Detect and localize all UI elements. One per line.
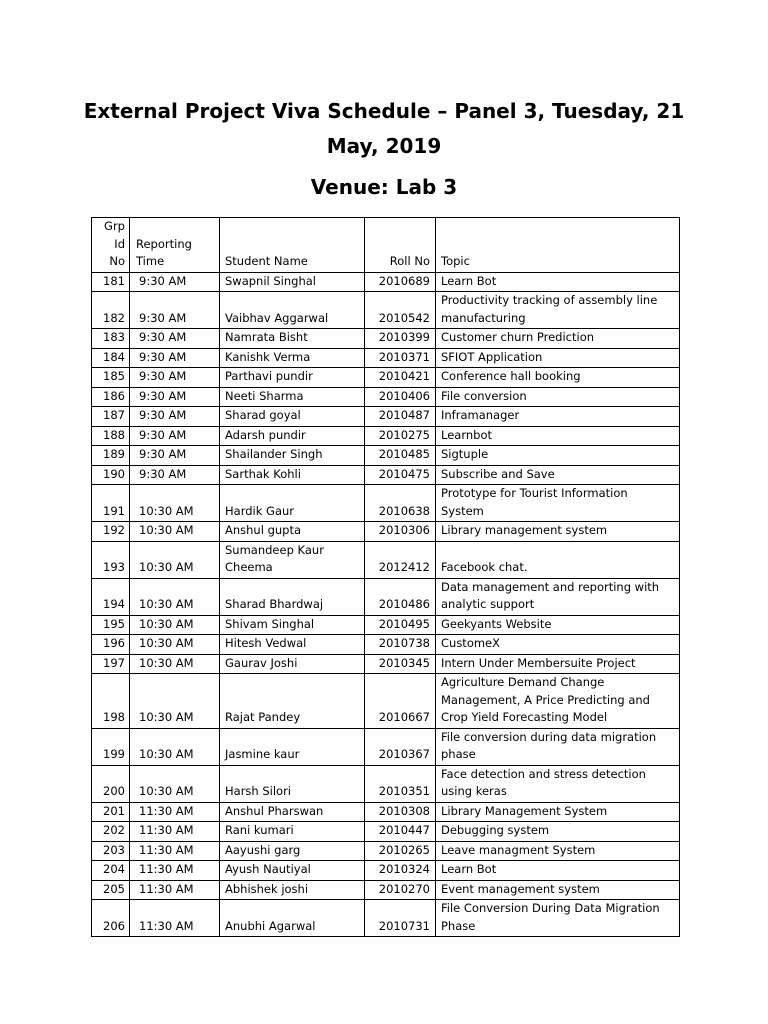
topic-cell: Productivity tracking of assembly line manufacturing bbox=[436, 292, 680, 329]
reporting-time-cell: 10:30 AM bbox=[130, 635, 220, 655]
table-row bbox=[92, 674, 680, 729]
reporting-time-cell: 11:30 AM bbox=[130, 900, 220, 937]
table-row bbox=[92, 368, 680, 388]
grp-id-cell: 191 bbox=[92, 485, 130, 522]
student-name-cell: Parthavi pundir bbox=[220, 368, 365, 388]
grp-id-cell: 185 bbox=[92, 368, 130, 388]
table-row bbox=[92, 272, 680, 292]
header-roll-no: Roll No bbox=[365, 218, 436, 273]
topic-cell: Debugging system bbox=[436, 822, 680, 842]
student-name-cell: Gaurav Joshi bbox=[220, 654, 365, 674]
reporting-time-cell: 9:30 AM bbox=[130, 465, 220, 485]
topic-cell: Learn Bot bbox=[436, 861, 680, 881]
student-name-cell: Abhishek joshi bbox=[220, 880, 365, 900]
topic-cell: Learnbot bbox=[436, 426, 680, 446]
student-name-cell: Ayush Nautiyal bbox=[220, 861, 365, 881]
student-name-cell: Sharad Bhardwaj bbox=[220, 578, 365, 615]
reporting-time-cell: 10:30 AM bbox=[130, 674, 220, 729]
roll-no-cell: 2010351 bbox=[365, 765, 436, 802]
student-name-cell: Kanishk Verma bbox=[220, 348, 365, 368]
header-student-name: Student Name bbox=[220, 218, 365, 273]
roll-no-cell: 2010495 bbox=[365, 615, 436, 635]
roll-no-cell: 2010371 bbox=[365, 348, 436, 368]
topic-cell: Prototype for Tourist Information System bbox=[436, 485, 680, 522]
roll-no-cell: 2010275 bbox=[365, 426, 436, 446]
topic-cell: File Conversion During Data Migration Phase bbox=[436, 900, 680, 937]
topic-cell: Face detection and stress detection using keras bbox=[436, 765, 680, 802]
header-reporting-time: Reporting Time bbox=[130, 218, 220, 273]
student-name-cell: Aayushi garg bbox=[220, 841, 365, 861]
reporting-time-cell: 9:30 AM bbox=[130, 426, 220, 446]
student-name-cell: Harsh Silori bbox=[220, 765, 365, 802]
roll-no-cell: 2010689 bbox=[365, 272, 436, 292]
table-row bbox=[92, 541, 680, 578]
grp-id-cell: 196 bbox=[92, 635, 130, 655]
grp-id-cell: 190 bbox=[92, 465, 130, 485]
roll-no-cell: 2010406 bbox=[365, 387, 436, 407]
reporting-time-cell: 11:30 AM bbox=[130, 802, 220, 822]
student-name-cell: Neeti Sharma bbox=[220, 387, 365, 407]
student-name-cell: Vaibhav Aggarwal bbox=[220, 292, 365, 329]
reporting-time-cell: 9:30 AM bbox=[130, 348, 220, 368]
table-row bbox=[92, 329, 680, 349]
grp-id-cell: 188 bbox=[92, 426, 130, 446]
grp-id-cell: 205 bbox=[92, 880, 130, 900]
table-body bbox=[92, 272, 680, 937]
grp-id-cell: 200 bbox=[92, 765, 130, 802]
venue-heading: Venue: Lab 3 bbox=[310, 175, 458, 199]
roll-no-cell: 2010421 bbox=[365, 368, 436, 388]
reporting-time-cell: 11:30 AM bbox=[130, 822, 220, 842]
student-name-cell: Rajat Pandey bbox=[220, 674, 365, 729]
grp-id-cell: 194 bbox=[92, 578, 130, 615]
reporting-time-cell: 9:30 AM bbox=[130, 329, 220, 349]
student-name-cell: Hardik Gaur bbox=[220, 485, 365, 522]
table-row bbox=[92, 728, 680, 765]
grp-id-cell: 195 bbox=[92, 615, 130, 635]
student-name-cell: Namrata Bisht bbox=[220, 329, 365, 349]
viva-schedule-table bbox=[91, 217, 680, 937]
topic-cell: Subscribe and Save bbox=[436, 465, 680, 485]
student-name-cell: Sharad goyal bbox=[220, 407, 365, 427]
reporting-time-cell: 9:30 AM bbox=[130, 272, 220, 292]
roll-no-cell: 2010306 bbox=[365, 522, 436, 542]
topic-cell: Data management and reporting with analytic support bbox=[436, 578, 680, 615]
roll-no-cell: 2010308 bbox=[365, 802, 436, 822]
roll-no-cell: 2010399 bbox=[365, 329, 436, 349]
reporting-time-cell: 10:30 AM bbox=[130, 485, 220, 522]
reporting-time-cell: 10:30 AM bbox=[130, 541, 220, 578]
topic-cell: Inframanager bbox=[436, 407, 680, 427]
table-row bbox=[92, 615, 680, 635]
roll-no-cell: 2010485 bbox=[365, 446, 436, 466]
grp-id-cell: 203 bbox=[92, 841, 130, 861]
table-row bbox=[92, 802, 680, 822]
table-row bbox=[92, 387, 680, 407]
reporting-time-cell: 10:30 AM bbox=[130, 654, 220, 674]
grp-id-cell: 197 bbox=[92, 654, 130, 674]
table-row bbox=[92, 465, 680, 485]
student-name-cell: Swapnil Singhal bbox=[220, 272, 365, 292]
reporting-time-cell: 10:30 AM bbox=[130, 728, 220, 765]
table-row bbox=[92, 654, 680, 674]
roll-no-cell: 2010324 bbox=[365, 861, 436, 881]
roll-no-cell: 2012412 bbox=[365, 541, 436, 578]
topic-cell: Event management system bbox=[436, 880, 680, 900]
table-row bbox=[92, 822, 680, 842]
student-name-cell: Shailander Singh bbox=[220, 446, 365, 466]
table-row bbox=[92, 292, 680, 329]
roll-no-cell: 2010486 bbox=[365, 578, 436, 615]
table-row bbox=[92, 765, 680, 802]
roll-no-cell: 2010738 bbox=[365, 635, 436, 655]
grp-id-cell: 206 bbox=[92, 900, 130, 937]
table-row bbox=[92, 348, 680, 368]
topic-cell: Sigtuple bbox=[436, 446, 680, 466]
roll-no-cell: 2010542 bbox=[365, 292, 436, 329]
student-name-cell: Anshul Pharswan bbox=[220, 802, 365, 822]
grp-id-cell: 202 bbox=[92, 822, 130, 842]
topic-cell: Library management system bbox=[436, 522, 680, 542]
table-row bbox=[92, 426, 680, 446]
student-name-cell: Anshul gupta bbox=[220, 522, 365, 542]
grp-id-cell: 201 bbox=[92, 802, 130, 822]
reporting-time-cell: 10:30 AM bbox=[130, 765, 220, 802]
reporting-time-cell: 9:30 AM bbox=[130, 446, 220, 466]
student-name-cell: Rani kumari bbox=[220, 822, 365, 842]
table-row bbox=[92, 841, 680, 861]
topic-cell: Intern Under Membersuite Project bbox=[436, 654, 680, 674]
reporting-time-cell: 9:30 AM bbox=[130, 387, 220, 407]
student-name-cell: Jasmine kaur bbox=[220, 728, 365, 765]
table-header-row bbox=[92, 218, 680, 273]
grp-id-cell: 198 bbox=[92, 674, 130, 729]
table-row bbox=[92, 522, 680, 542]
roll-no-cell: 2010487 bbox=[365, 407, 436, 427]
student-name-cell: Anubhi Agarwal bbox=[220, 900, 365, 937]
topic-cell: Leave managment System bbox=[436, 841, 680, 861]
grp-id-cell: 182 bbox=[92, 292, 130, 329]
reporting-time-cell: 10:30 AM bbox=[130, 522, 220, 542]
roll-no-cell: 2010270 bbox=[365, 880, 436, 900]
grp-id-cell: 187 bbox=[92, 407, 130, 427]
reporting-time-cell: 11:30 AM bbox=[130, 841, 220, 861]
topic-cell: Geekyants Website bbox=[436, 615, 680, 635]
roll-no-cell: 2010638 bbox=[365, 485, 436, 522]
table-row bbox=[92, 407, 680, 427]
student-name-cell: Sarthak Kohli bbox=[220, 465, 365, 485]
grp-id-cell: 186 bbox=[92, 387, 130, 407]
grp-id-cell: 184 bbox=[92, 348, 130, 368]
roll-no-cell: 2010447 bbox=[365, 822, 436, 842]
student-name-cell: Adarsh pundir bbox=[220, 426, 365, 446]
reporting-time-cell: 11:30 AM bbox=[130, 880, 220, 900]
table-row bbox=[92, 635, 680, 655]
grp-id-cell: 204 bbox=[92, 861, 130, 881]
roll-no-cell: 2010265 bbox=[365, 841, 436, 861]
reporting-time-cell: 10:30 AM bbox=[130, 615, 220, 635]
roll-no-cell: 2010731 bbox=[365, 900, 436, 937]
topic-cell: Facebook chat. bbox=[436, 541, 680, 578]
table-row bbox=[92, 880, 680, 900]
roll-no-cell: 2010667 bbox=[365, 674, 436, 729]
table-row bbox=[92, 446, 680, 466]
roll-no-cell: 2010367 bbox=[365, 728, 436, 765]
topic-cell: File conversion bbox=[436, 387, 680, 407]
topic-cell: SFIOT Application bbox=[436, 348, 680, 368]
header-topic: Topic bbox=[436, 218, 680, 273]
table-row bbox=[92, 861, 680, 881]
topic-cell: Conference hall booking bbox=[436, 368, 680, 388]
header-grp-id: Grp Id No bbox=[92, 218, 130, 273]
student-name-cell: Shivam Singhal bbox=[220, 615, 365, 635]
reporting-time-cell: 11:30 AM bbox=[130, 861, 220, 881]
grp-id-cell: 192 bbox=[92, 522, 130, 542]
grp-id-cell: 193 bbox=[92, 541, 130, 578]
grp-id-cell: 199 bbox=[92, 728, 130, 765]
grp-id-cell: 189 bbox=[92, 446, 130, 466]
reporting-time-cell: 10:30 AM bbox=[130, 578, 220, 615]
topic-cell: Customer churn Prediction bbox=[436, 329, 680, 349]
topic-cell: Agriculture Demand Change Management, A Price Predicting and Crop Yield Forecasting Model bbox=[436, 674, 680, 729]
student-name-cell: Hitesh Vedwal bbox=[220, 635, 365, 655]
topic-cell: File conversion during data migration phase bbox=[436, 728, 680, 765]
roll-no-cell: 2010475 bbox=[365, 465, 436, 485]
topic-cell: Library Management System bbox=[436, 802, 680, 822]
reporting-time-cell: 9:30 AM bbox=[130, 292, 220, 329]
student-name-cell: Sumandeep Kaur Cheema bbox=[220, 541, 365, 578]
table-row bbox=[92, 485, 680, 522]
topic-cell: Learn Bot bbox=[436, 272, 680, 292]
table-row bbox=[92, 578, 680, 615]
document-title: External Project Viva Schedule – Panel 3, Tuesday, 21 May, 2019 bbox=[83, 99, 685, 158]
grp-id-cell: 181 bbox=[92, 272, 130, 292]
topic-cell: CustomeX bbox=[436, 635, 680, 655]
reporting-time-cell: 9:30 AM bbox=[130, 368, 220, 388]
grp-id-cell: 183 bbox=[92, 329, 130, 349]
roll-no-cell: 2010345 bbox=[365, 654, 436, 674]
table-row bbox=[92, 900, 680, 937]
reporting-time-cell: 9:30 AM bbox=[130, 407, 220, 427]
